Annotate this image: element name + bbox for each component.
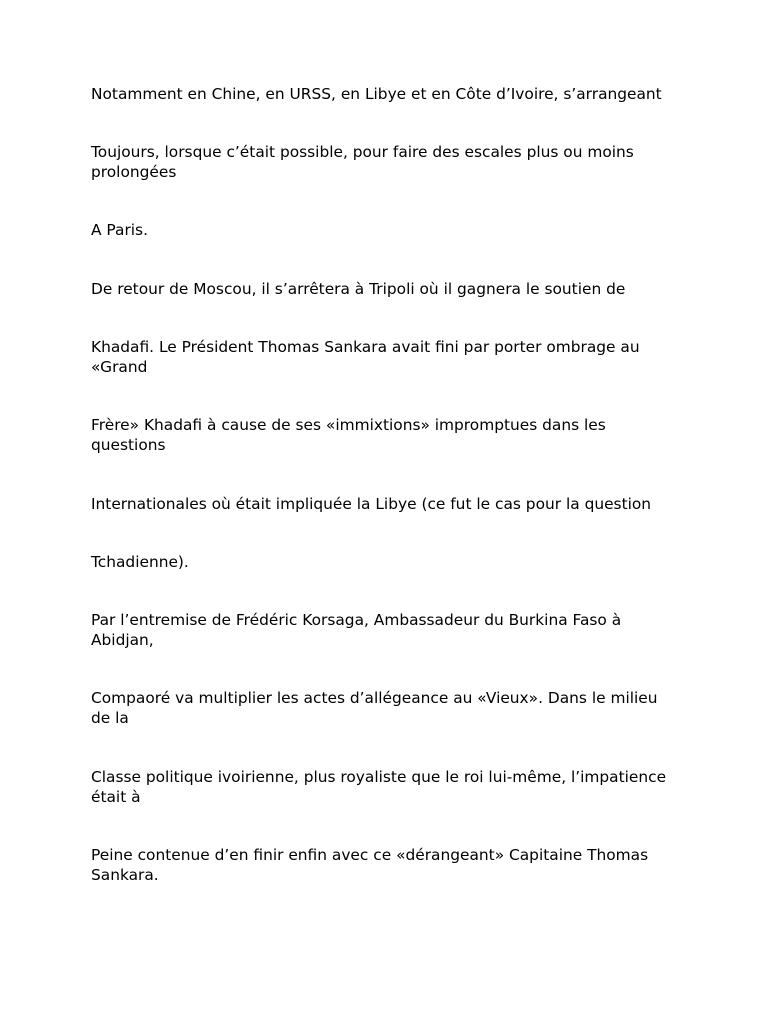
paragraph-5: Khadafi. Le Président Thomas Sankara avait fini par porter ombrage au «Grand (91, 338, 640, 376)
paragraph-8: Tchadienne). (91, 553, 189, 571)
paragraph-1: Notamment en Chine, en URSS, en Libye et en Côte d’Ivoire, s’arrangeant (91, 85, 662, 103)
paragraph-12: Peine contenue d’en finir enfin avec ce «dérangeant» Capitaine Thomas Sankara. (91, 846, 649, 884)
paragraph-3: A Paris. (91, 221, 148, 239)
paragraph-11: Classe politique ivoirienne, plus royaliste que le roi lui-même, l’impatience était à (91, 768, 667, 806)
paragraph-4: De retour de Moscou, il s’arrêtera à Tripoli où il gagnera le soutien de (91, 280, 626, 298)
paragraph-9: Par l’entremise de Frédéric Korsaga, Ambassadeur du Burkina Faso à Abidjan, (91, 611, 622, 649)
paragraph-6: Frère» Khadafi à cause de ses «immixtions» impromptues dans les questions (91, 416, 606, 454)
paragraph-10: Compaoré va multiplier les actes d’allégeance au «Vieux». Dans le milieu de la (91, 689, 658, 727)
paragraph-7: Internationales où était impliquée la Libye (ce fut le cas pour la question (91, 495, 652, 513)
paragraph-2: Toujours, lorsque c’était possible, pour faire des escales plus ou moins prolongées (91, 143, 634, 181)
